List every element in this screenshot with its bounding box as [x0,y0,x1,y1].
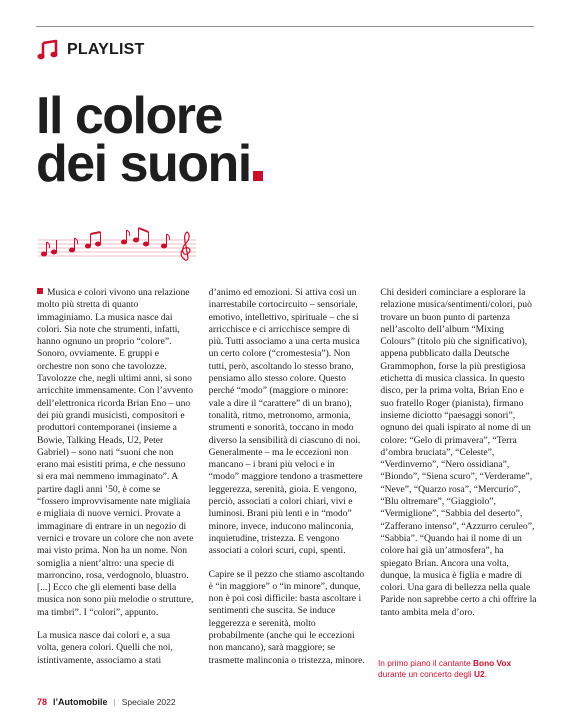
paragraph-1-text: Musica e colori vivono una relazione molto più stretta di quanto immaginiamo. La musica nasce dai colori. Sia note che strumenti, infatti, hanno ognuno un proprio “colore”. Sonoro, ovviamente. E gruppi e orchestre non sono che tavolozze. Tavolozze che, negli ultimi anni, si sono arricchite immensamente. Con l’avvento dell’elettronica ricorda Brian Eno – uno dei più grandi musicisti, compositori e produttori contemporanei (insieme a Bowie, Talking Heads, U2, Peter Gabriel) – sono nati “suoni che non erano mai esistiti prima, e che nessuno si era mai nemmeno immaginato”. A partire dagli anni ’50, è come se “fossero improvvisamente nate migliaia e migliaia di nuove vernici. Provate a immaginare di entrare in un negozio di vernici e trovare un colore che non avete mai visto prima. Non ha un nome. Non somiglia a nient’altro: una specie di marroncino, rosa, verdognolo, bluastro. [...] Ecco che gli elementi base della musica non sono più melodie o strutture, ma timbri”. I “colori”, appunto. [37,287,194,618]
caption-suffix: . [484,669,487,679]
article-body [37,287,537,667]
caption-band: U2 [473,669,485,679]
headline-line-1: Il colore [36,87,222,145]
caption-middle: durante un concerto degli [378,669,474,679]
headline-line-2-wrap [36,135,263,193]
music-note-icon [37,39,59,61]
music-staff-illustration [38,226,196,262]
section-header [37,39,144,61]
caption-name: Bono Vox [473,658,512,668]
article-paragraph-3: Capire se il pezzo che stiamo ascoltando è “in maggiore” o “in minore”, dunque, non è poi così difficile: basta ascoltare i sentimenti che suscita. Se induce leggerezza e serenità, molto probabilmente (anche qui le eccezioni non mancano), sarà maggiore; se trasmette malinconia o tristezza, minore. Chi desideri cominciare a esplorare la relazione musica/sentimenti/colori, può trovare un buon punto di partenza nell’ascolto dell’album “Mixing Colours” (titolo più che significativo), appena pubblicato dalla Deutsche Grammophon, forse la più prestigiosa etichetta di musica classica. In questo disco, per la prima volta, Brian Eno e suo fratello Roger (pianista), firmano insieme diciotto “paesaggi sonori”, ognuno dei quali ispirato al nome di un colore: “Gelo di primavera”, “Terra d’ombra bruciata”, “Celeste”, “Verdinverno”, “Nero ossidiana”, “Biondo”, “Siena scuro”, “Verderame”, “Neve”, “Quarzo rosa”, “Mercurio”, “Blu oltremare”, “Giaggiolo”, “Vermiglione”, “Sabbia del deserto”, “Zafferano intenso”, “Azzurro ceruleo”, “Sabbia”. “Quando hai il nome di un colore hai già un’atmosfera”, ha spiegato Brian. Ancora una volta, dunque, la musica è figlia e madre di colori. Una gara di bellezza nella quale Paride non saprebbe certo a chi offrire la tanto ambita mela d’oro. [208,287,537,666]
issue-name: Speciale 2022 [121,697,176,707]
lead-square [37,288,43,294]
page-footer [37,697,176,707]
headline-accent-square [253,171,263,181]
article-paragraph-2: La musica nasce dai colori e, a sua volta, genera colori. Quelli che noi, istintivamente, associamo a stati d’animo ed emozioni. Si attiva così un inarrestabile cortocircuito – sensoriale, emotivo, intellettivo, spirituale – che si arricchisce e ci arricchisce sempre di più. Tutti associamo a una certa musica un certo colore (“cromestesia”). Non tutti, però, ascoltando lo stesso brano, pensiamo allo stesso colore. Questo perché “modo” (maggiore o minore: vale a dire il “carattere” di un brano), tonalità, ritmo, metronomo, armonia, strumenti e sonorità, toccano in modo diverso la sensibilità di ciascuno di noi. Generalmente – ma le eccezioni non mancano – i brani più veloci e in “modo” maggiore tendono a trasmettere leggerezza, serenità, gioia. E vengono, perciò, associati a colori chiari, vivi e luminosi. Brani più lenti e in “modo” minore, invece, inducono malinconia, inquietudine, tristezza. E vengono associati a colori scuri, cupi, spenti. [37,287,363,666]
headline [36,87,263,193]
top-rule [36,26,534,27]
footer-separator: | [113,697,116,707]
magazine-name: l’Automobile [53,697,108,707]
caption-prefix: In primo piano il cantante [378,658,474,668]
article-paragraph-1 [37,287,194,619]
headline-line-2: dei suoni [36,135,251,193]
photo-caption [378,658,538,680]
section-label: PLAYLIST [67,41,145,58]
page-number: 78 [37,697,48,707]
